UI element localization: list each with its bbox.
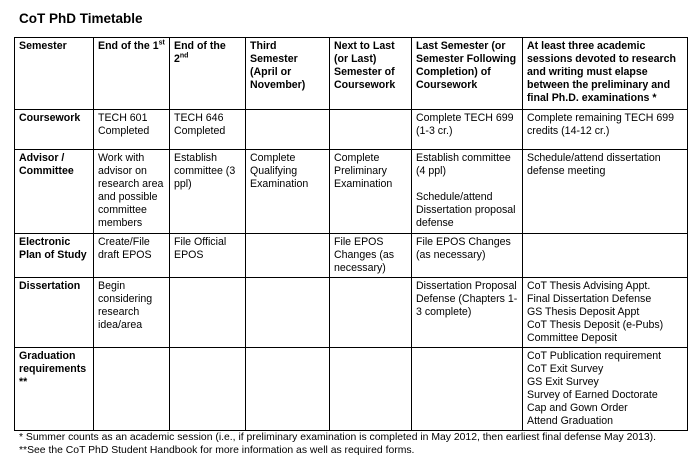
cell-advisor-last-line-2: Schedule/attend Dissertation proposal defense (416, 191, 516, 229)
cell-dissertation-third (246, 278, 330, 348)
cell-coursework-end-second: TECH 646 Completed (170, 110, 246, 150)
header-end-second-sup: nd (179, 52, 189, 60)
cell-advisor-end-second: Establish committee (3 ppl) (170, 150, 246, 234)
cell-graduation-research (523, 348, 688, 431)
cell-coursework-last: Complete TECH 699 (1-3 cr.) (412, 110, 523, 150)
cell-epos-end-first: Create/File draft EPOS (94, 234, 170, 278)
dissertation-task: Committee Deposit (527, 332, 618, 344)
row-dissertation (15, 278, 688, 348)
header-end-first-text: End of the 1 (98, 40, 159, 52)
footnotes (19, 431, 656, 457)
cell-advisor-research: Schedule/attend dissertation defense meeting (523, 150, 688, 234)
cell-coursework-end-first: TECH 601 Completed (94, 110, 170, 150)
header-end-first-sup: st (158, 39, 165, 47)
header-semester: Semester (15, 38, 94, 110)
row-coursework (15, 110, 688, 150)
header-next-to-last: Next to Last (or Last) Semester of Coursework (330, 38, 412, 110)
row-label-electronic-plan: Electronic Plan of Study (15, 234, 94, 278)
header-end-first (94, 38, 170, 110)
row-label-graduation-footnote-mark: ** (19, 376, 28, 388)
cell-epos-third (246, 234, 330, 278)
cell-dissertation-end-second (170, 278, 246, 348)
header-row (15, 38, 688, 110)
row-label-graduation-text: Graduation requirements (19, 350, 87, 375)
timetable (14, 37, 688, 431)
row-label-graduation (15, 348, 94, 431)
graduation-task: Cap and Gown Order (527, 402, 628, 414)
graduation-task: Survey of Earned Doctorate (527, 389, 658, 401)
cell-graduation-next-to-last (330, 348, 412, 431)
cell-advisor-last (412, 150, 523, 234)
cell-graduation-third (246, 348, 330, 431)
header-last-semester: Last Semester (or Semester Following Completion) of Coursework (412, 38, 523, 110)
graduation-task: CoT Publication requirement (527, 350, 662, 362)
row-advisor-committee (15, 150, 688, 234)
cell-epos-last: File EPOS Changes (as necessary) (412, 234, 523, 278)
row-electronic-plan (15, 234, 688, 278)
graduation-task: CoT Exit Survey (527, 363, 604, 375)
cell-epos-next-to-last: File EPOS Changes (as necessary) (330, 234, 412, 278)
graduation-task: GS Exit Survey (527, 376, 599, 388)
row-graduation (15, 348, 688, 431)
cell-advisor-next-to-last: Complete Preliminary Examination (330, 150, 412, 234)
cell-advisor-last-line-1: Establish committee (4 ppl) (416, 152, 511, 177)
cell-coursework-third (246, 110, 330, 150)
cell-advisor-end-first: Work with advisor on research area and possible committee members (94, 150, 170, 234)
header-third-semester: Third Semester (April or November) (246, 38, 330, 110)
cell-graduation-end-second (170, 348, 246, 431)
cell-coursework-research: Complete remaining TECH 699 credits (14-12 cr.) (523, 110, 688, 150)
cell-epos-research (523, 234, 688, 278)
footnote-handbook: **See the CoT PhD Student Handbook for more information as well as required forms. (19, 445, 415, 456)
graduation-task: Attend Graduation (527, 415, 613, 427)
dissertation-task: CoT Thesis Deposit (e-Pubs) (527, 319, 664, 331)
row-label-advisor-committee: Advisor / Committee (15, 150, 94, 234)
cell-graduation-last (412, 348, 523, 431)
cell-dissertation-next-to-last (330, 278, 412, 348)
row-label-dissertation: Dissertation (15, 278, 94, 348)
footnote-summer: * Summer counts as an academic session (i.e., if preliminary examination is completed in May 2012, then earliest final defense May 2013). (19, 432, 657, 443)
dissertation-task: CoT Thesis Advising Appt. (527, 280, 651, 292)
header-end-second (170, 38, 246, 110)
dissertation-task: Final Dissertation Defense (527, 293, 652, 305)
cell-epos-end-second: File Official EPOS (170, 234, 246, 278)
cell-graduation-end-first (94, 348, 170, 431)
cell-dissertation-end-first: Begin considering research idea/area (94, 278, 170, 348)
row-label-coursework: Coursework (15, 110, 94, 150)
dissertation-task: GS Thesis Deposit Appt (527, 306, 640, 318)
header-research-sessions: At least three academic sessions devoted to research and writing must elapse between the preliminary and final Ph.D. examinations * (523, 38, 688, 110)
page-title: CoT PhD Timetable (19, 11, 143, 26)
cell-advisor-third: Complete Qualifying Examination (246, 150, 330, 234)
cell-dissertation-research (523, 278, 688, 348)
cell-dissertation-last: Dissertation Proposal Defense (Chapters 1-3 complete) (412, 278, 523, 348)
cell-coursework-next-to-last (330, 110, 412, 150)
header-end-second-text: End of the 2 (174, 40, 226, 65)
